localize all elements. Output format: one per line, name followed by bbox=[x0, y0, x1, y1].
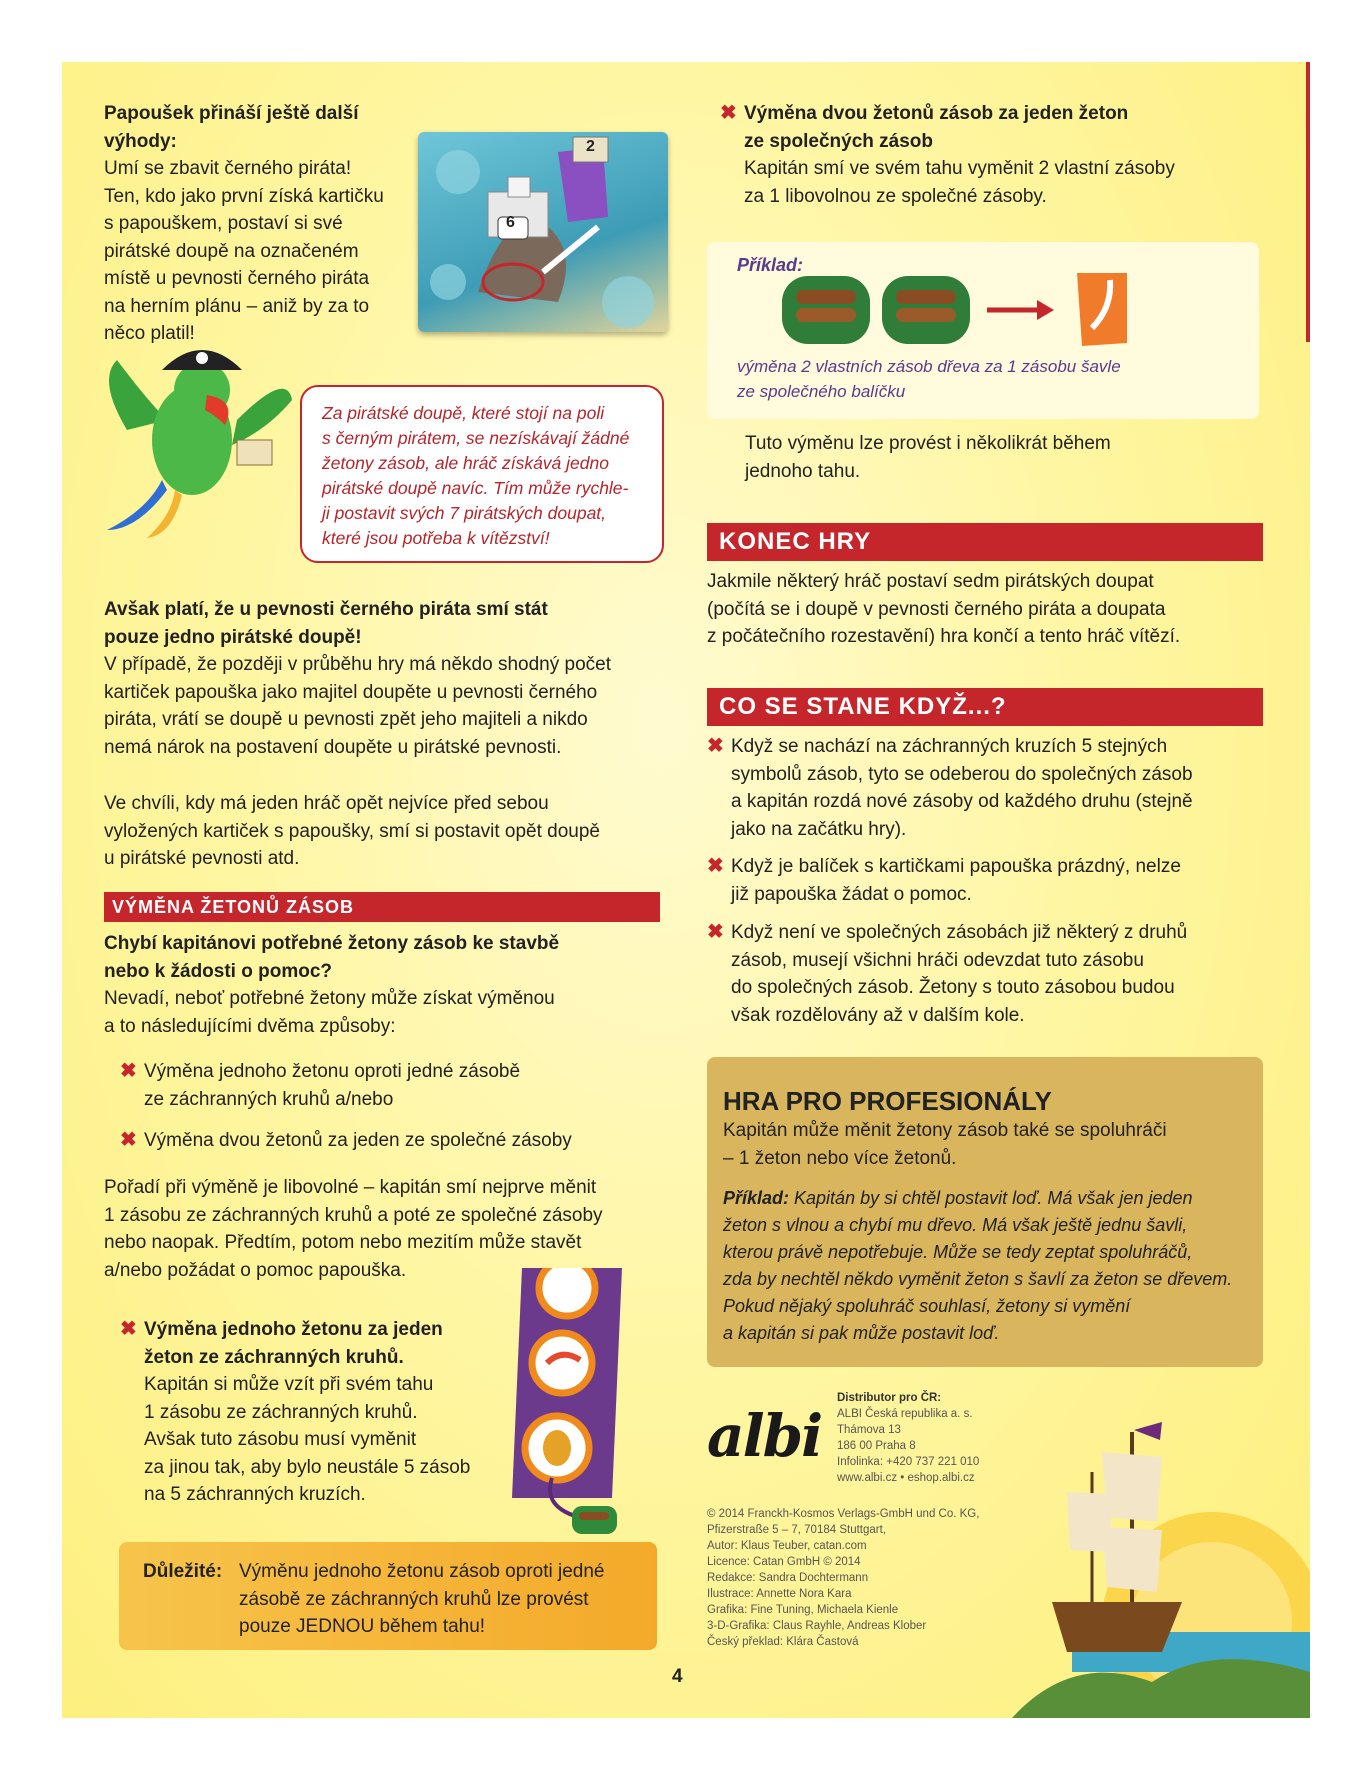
text-line: za 1 libovolnou ze společné zásoby. bbox=[744, 185, 1047, 207]
end-section-title: KONEC HRY bbox=[707, 523, 1263, 561]
text-line: již papouška žádat o pomoc. bbox=[731, 883, 972, 905]
cross-icon: ✖ bbox=[720, 102, 737, 124]
text-line: ALBI Česká republika a. s. bbox=[837, 1408, 973, 1420]
credits bbox=[707, 1506, 1007, 1650]
text-line: Ilustrace: Annette Nora Kara bbox=[707, 1588, 852, 1600]
text-line: V případě, že později v průběhu hry má někdo shodný počet bbox=[104, 654, 611, 675]
text-line: symbolů zásob, tyto se odeberou do společných zásob bbox=[731, 763, 1193, 785]
text-line: Thámova 13 bbox=[837, 1424, 901, 1436]
text-line: Kapitán si může vzít při svém tahu bbox=[144, 1374, 434, 1395]
text-line: žetony zásob, ale hráč získává jedno bbox=[322, 453, 609, 473]
text-line: jako na začátku hry). bbox=[731, 818, 907, 840]
cross-icon: ✖ bbox=[120, 1318, 137, 1340]
exchange-illustration bbox=[782, 268, 1162, 350]
map-number: 6 bbox=[506, 214, 515, 231]
cross-icon: ✖ bbox=[707, 855, 724, 877]
text-line: však rozdělovány až v dalším kole. bbox=[731, 1004, 1025, 1026]
text-line: a/nebo požádat o pomoc papouška. bbox=[104, 1259, 407, 1281]
text-line: Avšak platí, že u pevnosti černého piráta smí stát bbox=[104, 599, 548, 620]
text-line: 3-D-Grafika: Claus Rayhle, Andreas Klober bbox=[707, 1620, 927, 1632]
important-label: Důležité: bbox=[143, 1561, 223, 1582]
text-line: výměna 2 vlastních zásob dřeva za 1 zásobu šavle bbox=[737, 357, 1121, 376]
pro-title: HRA PRO PROFESIONÁLY bbox=[723, 1086, 1052, 1116]
text-line: pirátské doupě navíc. Tím může rychle- bbox=[322, 478, 629, 498]
text-line: a kapitán si pak může postavit loď. bbox=[723, 1323, 1000, 1343]
pro-box bbox=[707, 1057, 1263, 1367]
page-number: 4 bbox=[672, 1666, 683, 1687]
game-board-image bbox=[418, 132, 668, 332]
text-line: s papouškem, postaví si své bbox=[104, 213, 343, 234]
repeat-text bbox=[745, 430, 1265, 485]
albi-logo: albi bbox=[707, 1402, 822, 1470]
cross-icon: ✖ bbox=[120, 1129, 137, 1151]
pro-text bbox=[723, 1117, 1253, 1172]
text-line: Výměna dvou žetonů zásob za jeden žeton bbox=[744, 103, 1129, 124]
example-caption bbox=[737, 354, 1121, 404]
text-line: Distributor pro ČR: bbox=[837, 1392, 942, 1404]
option-2 bbox=[120, 1127, 660, 1155]
again-section bbox=[104, 790, 664, 873]
text-line: s černým pirátem, se nezískávají žádné bbox=[322, 428, 630, 448]
text-line: pirátské doupě na označeném bbox=[104, 240, 359, 262]
text-line: místě u pevnosti černého piráta bbox=[104, 268, 370, 289]
exchange-section bbox=[104, 930, 664, 1040]
text-line: žeton ze záchranných kruhů. bbox=[144, 1346, 404, 1368]
cross-icon: ✖ bbox=[707, 735, 724, 757]
text-line: zásobě ze záchranných kruhů lze provést bbox=[239, 1588, 589, 1610]
text-line: zda by nechtěl někdo vyměnit žeton s šavlí za žeton se dřevem. bbox=[723, 1269, 1233, 1289]
text-line: 1 zásobu ze záchranných kruhů a poté ze společné zásoby bbox=[104, 1204, 603, 1226]
parrot-heading: Papoušek přináší ještě další výhody: bbox=[104, 103, 359, 152]
text-line: za jinou tak, aby bylo neustále 5 zásob bbox=[144, 1456, 471, 1478]
edge-line bbox=[1306, 62, 1310, 342]
exchange-section-title: VÝMĚNA ŽETONŮ ZÁSOB bbox=[104, 892, 660, 922]
text-line: Avšak tuto zásobu musí vyměnit bbox=[144, 1429, 417, 1450]
cross-icon: ✖ bbox=[120, 1060, 137, 1082]
text-line: kartiček papouška jako majitel doupěte u pevnosti černého bbox=[104, 681, 598, 703]
text-line: ze společného balíčku bbox=[737, 382, 906, 401]
text-line: na herním plánu – aniž by za to bbox=[104, 295, 370, 317]
what-section-title: CO SE STANE KDYŽ...? bbox=[707, 688, 1263, 726]
text-line: www.albi.cz • eshop.albi.cz bbox=[837, 1472, 975, 1484]
text-line: jednoho tahu. bbox=[745, 460, 861, 482]
end-section bbox=[707, 568, 1267, 651]
page bbox=[62, 62, 1310, 1718]
text-line: pouze JEDNOU během tahu! bbox=[239, 1616, 486, 1637]
text-line: Ten, kdo jako první získá kartičku bbox=[104, 185, 384, 207]
option-two-detail bbox=[720, 100, 1260, 210]
text-line: Za pirátské doupě, které stojí na poli bbox=[322, 403, 605, 423]
text-line: Když není ve společných zásobách již některý z druhů bbox=[731, 922, 1188, 943]
important-box bbox=[119, 1542, 657, 1650]
cross-icon: ✖ bbox=[707, 921, 724, 943]
what-item-2 bbox=[707, 853, 1267, 908]
option-1 bbox=[120, 1058, 660, 1113]
text-line: (počítá se i doupě v pevnosti černého piráta a doupata bbox=[707, 598, 1166, 620]
text-line: ze záchranných kruhů a/nebo bbox=[144, 1088, 394, 1110]
text-line: žeton s vlnou a chybí mu dřevo. Má však ještě jednu šavli, bbox=[723, 1215, 1188, 1235]
text-line: Chybí kapitánovi potřebné žetony zásob ke stavbě bbox=[104, 933, 560, 954]
text-line: Pfizerstraße 5 – 7, 70184 Stuttgart, bbox=[707, 1524, 886, 1536]
text-line: piráta, vrátí se doupě u pevnosti zpět jeho majiteli a nikdo bbox=[104, 709, 588, 730]
text-line: nebo k žádosti o pomoc? bbox=[104, 960, 333, 982]
text-line: vyložených kartiček s papoušky, smí si postavit opět doupě bbox=[104, 820, 601, 842]
text-line: něco platil! bbox=[104, 323, 195, 344]
only-one-section bbox=[104, 596, 664, 761]
distributor-info bbox=[837, 1390, 1037, 1486]
what-item-1 bbox=[707, 733, 1267, 843]
pro-example bbox=[723, 1185, 1253, 1347]
text-line: Tuto výměnu lze provést i několikrát během bbox=[745, 433, 1111, 454]
text-line: Když je balíček s kartičkami papouška prázdný, nelze bbox=[731, 856, 1181, 877]
text-line: Kapitán by si chtěl postavit loď. Má však jen jeden bbox=[789, 1188, 1193, 1208]
important-text bbox=[239, 1558, 649, 1641]
text-line: – 1 žeton nebo více žetonů. bbox=[723, 1147, 957, 1169]
example-label: Příklad: bbox=[737, 255, 804, 275]
text-line: nemá nárok na postavení doupěte u pirátské pevnosti. bbox=[104, 736, 562, 758]
text-line: ze společných zásob bbox=[744, 130, 934, 152]
text-line: Umí se zbavit černého piráta! bbox=[104, 158, 352, 179]
speech-bubble bbox=[300, 385, 664, 563]
text-line: Grafika: Fine Tuning, Michaela Kienle bbox=[707, 1604, 899, 1616]
text-line: pouze jedno pirátské doupě! bbox=[104, 626, 362, 648]
text-line: Licence: Catan GmbH © 2014 bbox=[707, 1556, 861, 1568]
board-illustration bbox=[418, 132, 668, 332]
option-one-detail bbox=[120, 1316, 520, 1509]
text-line: a kapitán rozdá nové zásoby od každého druhu (stejně bbox=[731, 791, 1193, 812]
text-line: © 2014 Franckh-Kosmos Verlags-GmbH und Co. KG, bbox=[707, 1508, 980, 1520]
text-line: zásob, musejí všichni hráči odevzdat tuto zásobu bbox=[731, 949, 1144, 971]
text-line: Redakce: Sandra Dochtermann bbox=[707, 1572, 869, 1584]
text-line: Kapitán smí ve svém tahu vyměnit 2 vlastní zásoby bbox=[744, 158, 1175, 179]
map-number: 2 bbox=[586, 138, 595, 155]
text-line: a to následujícími dvěma způsoby: bbox=[104, 1015, 396, 1037]
text-line: Když se nachází na záchranných kruzích 5 stejných bbox=[731, 736, 1168, 757]
lifebuoy-illustration bbox=[502, 1268, 642, 1538]
text-line: 186 00 Praha 8 bbox=[837, 1440, 916, 1452]
text-line: které jsou potřeba k vítězství! bbox=[322, 528, 550, 548]
text-line: Infolinka: +420 737 221 010 bbox=[837, 1456, 980, 1468]
text-line: ji postavit svých 7 pirátských doupat, bbox=[322, 503, 607, 523]
text-line: do společných zásob. Žetony s touto zásobou budou bbox=[731, 977, 1175, 998]
text-line: Výměna jednoho žetonu oproti jedné zásobě bbox=[144, 1061, 521, 1082]
text-line: Jakmile některý hráč postaví sedm pirátských doupat bbox=[707, 571, 1154, 592]
text-line: Výměna jednoho žetonu za jeden bbox=[144, 1319, 443, 1340]
parrot-illustration bbox=[87, 320, 307, 540]
text-line: Český překlad: Klára Častová bbox=[707, 1636, 859, 1648]
pro-example-label: Příklad: bbox=[723, 1188, 790, 1208]
text-line: nebo naopak. Předtím, potom nebo mezitím může stavět bbox=[104, 1232, 582, 1253]
text-line: z počátečního rozestavění) hra končí a tento hráč vítězí. bbox=[707, 626, 1181, 647]
text-line: kterou právě nepotřebuje. Může se tedy zeptat spoluhráčů, bbox=[723, 1242, 1193, 1262]
text-line: Výměnu jednoho žetonu zásob oproti jedné bbox=[239, 1561, 605, 1582]
text-line: Pokud nějaký spoluhráč souhlasí, žetony si vymění bbox=[723, 1296, 1131, 1316]
ship-illustration bbox=[1012, 1402, 1310, 1718]
text-line: Nevadí, neboť potřebné žetony může získat výměnou bbox=[104, 988, 555, 1009]
text-line: na 5 záchranných kruzích. bbox=[144, 1484, 366, 1505]
example-box bbox=[707, 242, 1259, 419]
parrot-text bbox=[104, 100, 434, 348]
text-line: Kapitán může měnit žetony zásob také se spoluhráči bbox=[723, 1120, 1167, 1141]
text-line: 1 zásobu ze záchranných kruhů. bbox=[144, 1401, 418, 1423]
text-line: Autor: Klaus Teuber, catan.com bbox=[707, 1540, 867, 1552]
text-line: Pořadí při výměně je libovolné – kapitán smí nejprve měnit bbox=[104, 1177, 597, 1198]
text-line: Ve chvíli, kdy má jeden hráč opět nejvíce před sebou bbox=[104, 793, 549, 814]
text-line: Výměna dvou žetonů za jeden ze společné zásoby bbox=[144, 1130, 572, 1151]
what-item-3 bbox=[707, 919, 1267, 1029]
text-line: u pirátské pevnosti atd. bbox=[104, 848, 300, 869]
